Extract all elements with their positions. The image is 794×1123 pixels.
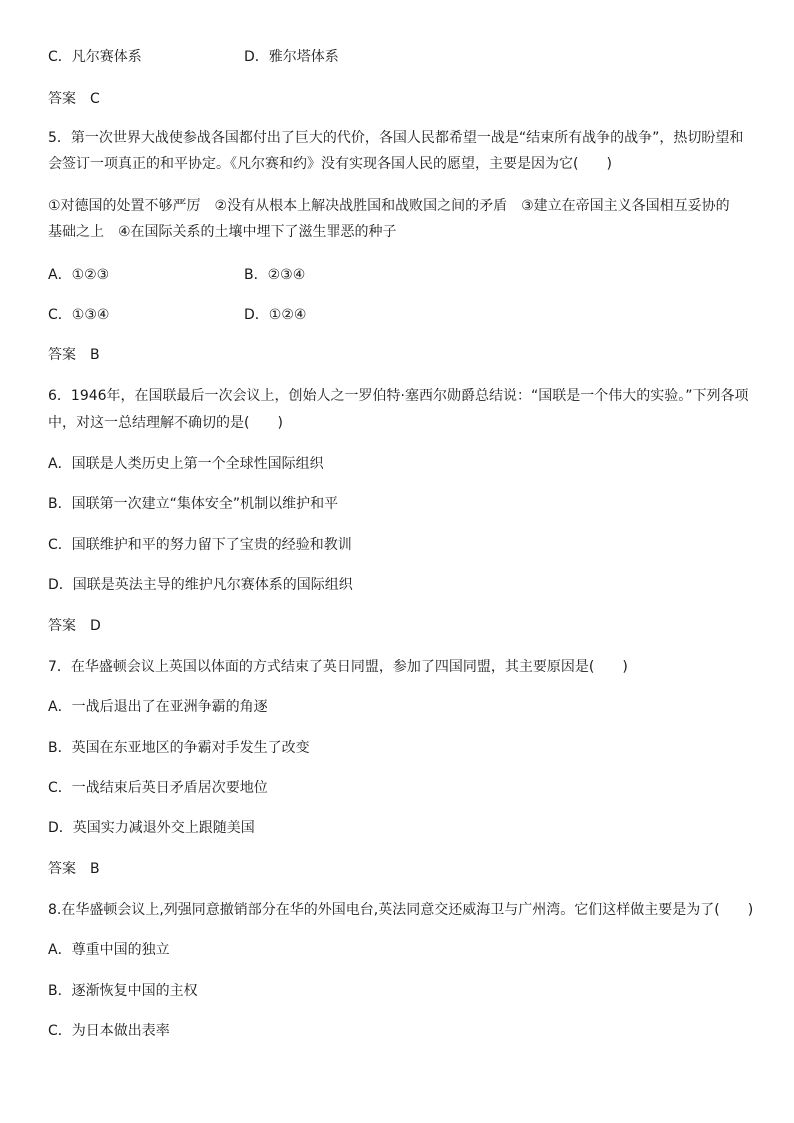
q6-option-a: A．国联是人类历史上第一个全球性国际组织 xyxy=(48,456,324,472)
q5-stem-line1: 5．第一次世界大战使参战各国都付出了巨大的代价，各国人民都希望一战是“结束所有战争的战争”，热切盼望和 xyxy=(48,130,744,146)
q6-option-b: B．国联第一次建立“集体安全”机制以维护和平 xyxy=(48,496,339,512)
q6-stem-line1: 6．1946年，在国联最后一次会议上，创始人之一罗伯特·塞西尔勋爵总结说：“国联是一个伟大的实验。”下列各项 xyxy=(48,388,749,404)
q5-answer: 答案 B xyxy=(48,347,100,363)
q5-items-line2: 基础之上 ④在国际关系的土壤中埋下了滋生罪恶的种子 xyxy=(48,224,397,240)
q4-option-c: C．凡尔赛体系 xyxy=(48,49,142,65)
q7-option-b: B．英国在东亚地区的争霸对手发生了改变 xyxy=(48,740,310,756)
q8-option-c: C．为日本做出表率 xyxy=(48,1023,170,1039)
q7-option-d: D．英国实力减退外交上跟随美国 xyxy=(48,820,255,836)
q6-stem-line2: 中，对这一总结理解不确切的是( ) xyxy=(48,415,283,431)
q7-option-a: A．一战后退出了在亚洲争霸的角逐 xyxy=(48,699,268,715)
q6-option-d: D．国联是英法主导的维护凡尔赛体系的国际组织 xyxy=(48,577,353,593)
q7-answer: 答案 B xyxy=(48,861,100,877)
q7-option-c: C．一战结束后英日矛盾居次要地位 xyxy=(48,780,268,796)
q5-option-d: D．①②④ xyxy=(244,307,307,323)
q8-option-a: A．尊重中国的独立 xyxy=(48,942,170,958)
q6-option-c: C．国联维护和平的努力留下了宝贵的经验和教训 xyxy=(48,537,352,553)
q6-answer: 答案 D xyxy=(48,618,101,634)
q5-items-line1: ①对德国的处置不够严厉 ②没有从根本上解决战胜国和战败国之间的矛盾 ③建立在帝国主义各国相互妥协的 xyxy=(48,198,730,214)
q4-option-d: D．雅尔塔体系 xyxy=(244,49,339,65)
q5-option-a: A．①②③ xyxy=(48,267,110,283)
q8-stem: 8.在华盛顿会议上,列强同意撤销部分在华的外国电台,英法同意交还威海卫与广州湾。它们这样做主要是为了( ) xyxy=(48,902,754,918)
q7-stem: 7．在华盛顿会议上英国以体面的方式结束了英日同盟，参加了四国同盟，其主要原因是( ) xyxy=(48,659,628,675)
q5-option-b: B．②③④ xyxy=(244,267,306,283)
q5-stem-line2: 会签订一项真正的和平协定。《凡尔赛和约》没有实现各国人民的愿望，主要是因为它( ) xyxy=(48,156,612,172)
q4-answer: 答案 C xyxy=(48,91,100,107)
q8-option-b: B．逐渐恢复中国的主权 xyxy=(48,983,198,999)
q5-option-c: C．①③④ xyxy=(48,307,110,323)
